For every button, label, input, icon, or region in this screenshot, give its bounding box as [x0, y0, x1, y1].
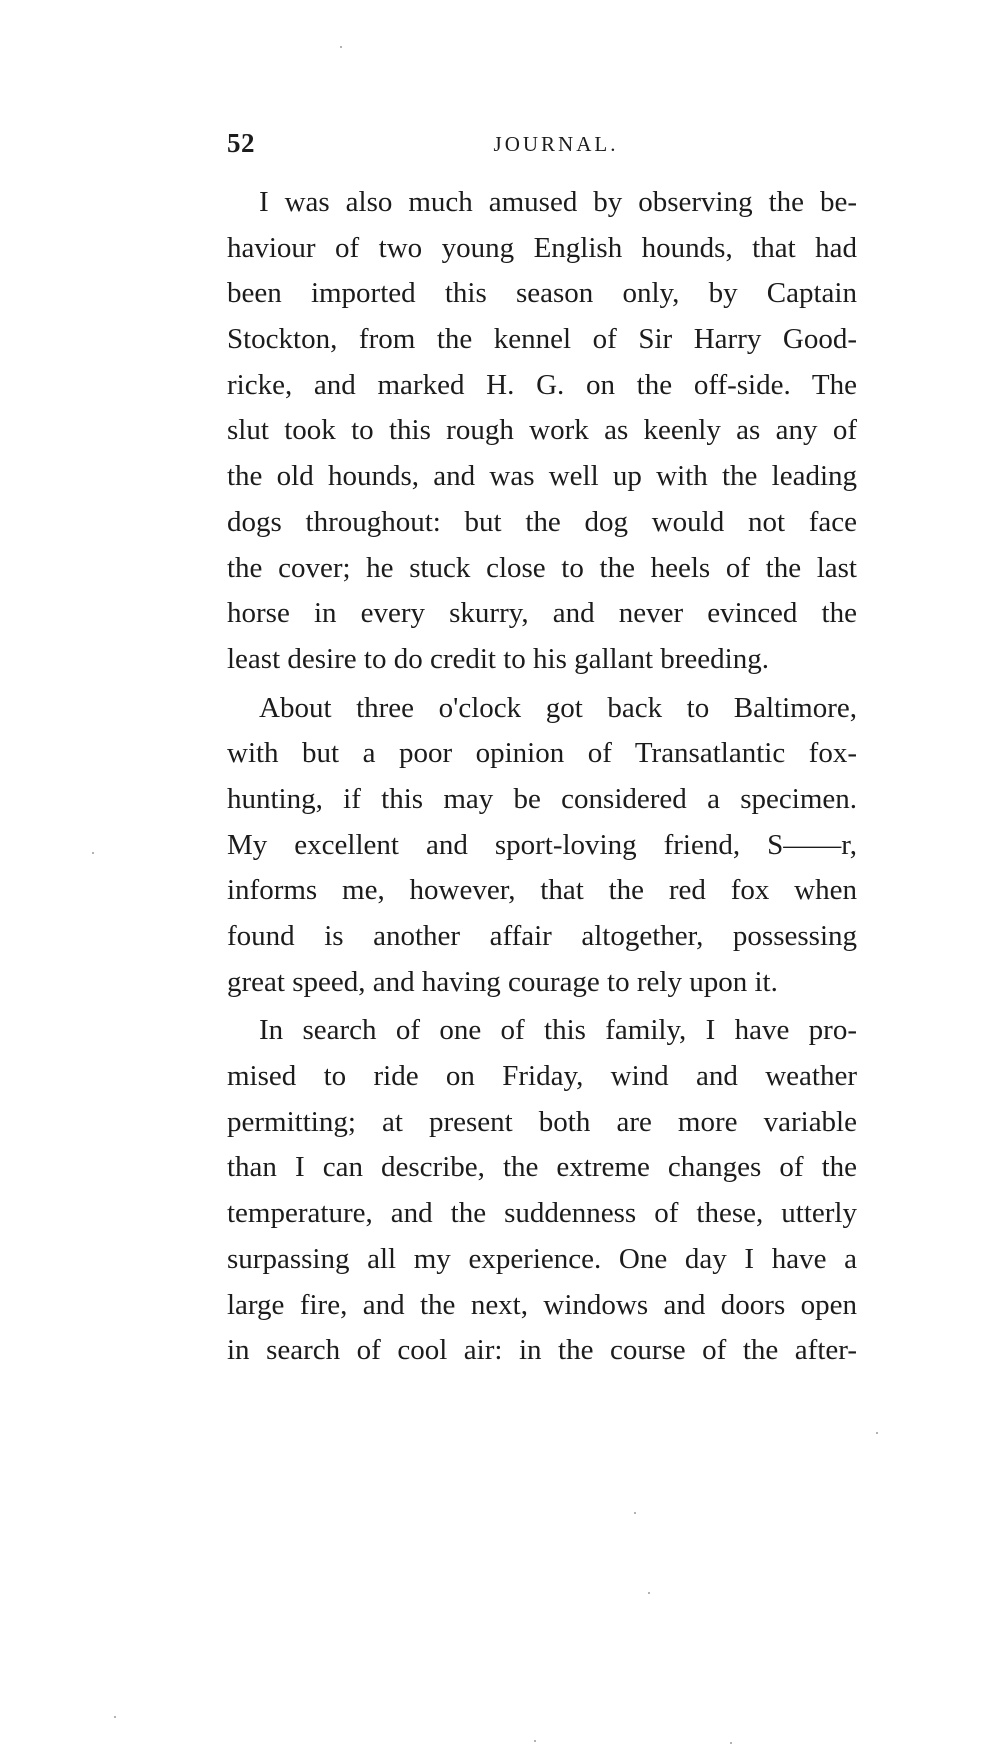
- text-line: temperature, and the suddenness of these, utterly: [227, 1197, 857, 1230]
- paper-speck: [534, 1740, 536, 1742]
- text-line: About three o'clock got back to Baltimore,: [259, 691, 857, 724]
- text-line: least desire to do credit to his gallant breeding.: [227, 642, 769, 675]
- paper-speck: [648, 1592, 650, 1594]
- text-line: the old hounds, and was well up with the leading: [227, 460, 857, 493]
- paragraph-hounds: [227, 180, 857, 683]
- body-text: [227, 180, 857, 1377]
- text-line: great speed, and having courage to rely upon it.: [227, 965, 778, 998]
- text-line: with but a poor opinion of Transatlantic fox-: [227, 737, 857, 770]
- text-line: in search of cool air: in the course of the after-: [227, 1334, 857, 1367]
- text-line: mised to ride on Friday, wind and weather: [227, 1060, 857, 1093]
- text-line: I was also much amused by observing the be-: [259, 186, 857, 218]
- text-line: been imported this season only, by Captain: [227, 277, 857, 310]
- text-line: hunting, if this may be considered a specimen.: [227, 782, 857, 815]
- running-title: JOURNAL.: [493, 132, 619, 156]
- text-line: Stockton, from the kennel of Sir Harry Good-: [227, 323, 857, 356]
- text-line: horse in every skurry, and never evinced the: [227, 597, 857, 630]
- paper-speck: [114, 1716, 116, 1718]
- paper-speck: [730, 1742, 732, 1744]
- paper-speck: [634, 1512, 636, 1514]
- text-line: the cover; he stuck close to the heels of the last: [227, 551, 857, 584]
- text-line: In search of one of this family, I have pro-: [259, 1014, 857, 1047]
- text-line: ricke, and marked H. G. on the off-side. The: [227, 368, 857, 401]
- paragraph-baltimore: [227, 686, 857, 1006]
- text-line: haviour of two young English hounds, that had: [227, 231, 857, 264]
- text-line: My excellent and sport-loving friend, S——r,: [227, 828, 857, 861]
- text-line: large fire, and the next, windows and doors open: [227, 1288, 857, 1321]
- paper-speck: [92, 852, 94, 854]
- text-line: slut took to this rough work as keenly as any of: [227, 414, 857, 447]
- running-head: [227, 128, 857, 168]
- paper-speck: [340, 46, 342, 48]
- paragraph-weather: [227, 1008, 857, 1374]
- text-line: dogs throughout: but the dog would not face: [227, 505, 857, 538]
- paper-speck: [876, 1432, 878, 1434]
- text-line: informs me, however, that the red fox when: [227, 874, 857, 907]
- text-line: than I can describe, the extreme changes of the: [227, 1151, 857, 1184]
- text-line: permitting; at present both are more variable: [227, 1105, 857, 1138]
- text-line: surpassing all my experience. One day I have a: [227, 1242, 857, 1275]
- text-line: found is another affair altogether, possessing: [227, 920, 857, 952]
- page-number: 52: [227, 128, 255, 158]
